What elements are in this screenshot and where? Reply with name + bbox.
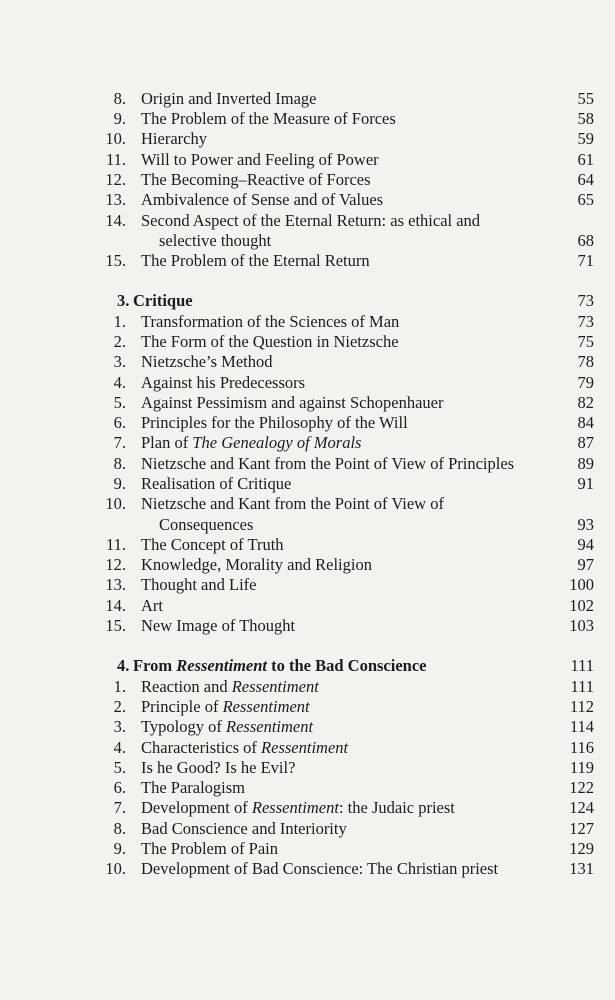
entry-title-italic: Ressentiment xyxy=(222,697,310,716)
entry-number: 14. xyxy=(105,211,126,230)
entry-title-text: Plan of xyxy=(141,433,193,452)
chapter-heading xyxy=(0,291,615,311)
entry-title-text: Typology of xyxy=(141,717,227,736)
entry-page-number: 58 xyxy=(577,109,594,128)
entry-title-rest: : the Judaic priest xyxy=(338,798,455,817)
entry-title-text: Principles for the Philosophy of the Will xyxy=(141,413,408,432)
entry-title xyxy=(141,251,370,271)
toc-entry xyxy=(0,494,615,514)
entry-page-number: 73 xyxy=(577,291,594,310)
entry-title xyxy=(141,150,379,170)
entry-number: 12. xyxy=(105,170,126,189)
entry-page-number: 111 xyxy=(570,656,594,675)
toc-entry xyxy=(0,312,615,332)
entry-title xyxy=(141,535,284,555)
entry-title-text: Nietzsche’s Method xyxy=(141,352,273,371)
entry-page-number: 68 xyxy=(577,231,594,250)
entry-number: 15. xyxy=(105,616,126,635)
toc-entry xyxy=(0,413,615,433)
entry-title xyxy=(141,352,273,372)
entry-number: 3. xyxy=(113,352,126,371)
entry-page-number: 55 xyxy=(577,89,594,108)
entry-title xyxy=(141,89,316,109)
entry-title xyxy=(141,839,278,859)
entry-page-number: 114 xyxy=(569,717,594,736)
entry-number: 9. xyxy=(113,109,126,128)
entry-title xyxy=(141,555,372,575)
entry-title xyxy=(141,454,514,474)
toc-entry-continuation xyxy=(0,515,615,535)
entry-page-number: 64 xyxy=(577,170,594,189)
entry-page-number: 61 xyxy=(577,150,594,169)
entry-title xyxy=(141,494,444,514)
toc-entry xyxy=(0,738,615,758)
entry-title xyxy=(141,819,347,839)
entry-page-number: 75 xyxy=(577,332,594,351)
entry-title xyxy=(141,596,163,616)
toc-entry xyxy=(0,474,615,494)
entry-title-italic: Ressentiment xyxy=(226,717,314,736)
entry-title-text: From xyxy=(133,656,177,675)
entry-title xyxy=(141,758,295,778)
entry-page-number: 111 xyxy=(570,677,594,696)
entry-title xyxy=(141,211,480,231)
toc-entry xyxy=(0,170,615,190)
entry-title-text: Realisation of Critique xyxy=(141,474,292,493)
entry-page-number: 71 xyxy=(577,251,594,270)
entry-title-text: The Problem of Pain xyxy=(141,839,279,858)
entry-title-text: Principle of xyxy=(141,697,223,716)
toc-entry xyxy=(0,758,615,778)
entry-title-text: Development of xyxy=(141,798,252,817)
entry-title xyxy=(133,656,427,676)
toc-entry xyxy=(0,616,615,636)
toc-entry xyxy=(0,454,615,474)
entry-number: 5. xyxy=(113,758,126,777)
toc-entry xyxy=(0,251,615,271)
entry-title-rest: to the Bad Conscience xyxy=(267,656,427,675)
entry-page-number: 78 xyxy=(577,352,594,371)
entry-title xyxy=(141,697,310,717)
entry-title xyxy=(141,677,319,697)
entry-title-text: Second Aspect of the Eternal Return: as ethical and xyxy=(141,211,481,230)
entry-number: 8. xyxy=(113,819,126,838)
entry-title xyxy=(141,332,399,352)
entry-title-text: Origin and Inverted Image xyxy=(141,89,317,108)
entry-title-text: The Concept of Truth xyxy=(141,535,284,554)
entry-page-number: 97 xyxy=(577,555,594,574)
toc-entry xyxy=(0,819,615,839)
entry-number: 10. xyxy=(105,129,126,148)
entry-title xyxy=(141,616,295,636)
toc-entry xyxy=(0,535,615,555)
entry-title xyxy=(141,190,383,210)
entry-title xyxy=(141,778,245,798)
entry-title-text: Nietzsche and Kant from the Point of View of Principles xyxy=(141,454,515,473)
entry-number: 7. xyxy=(113,798,126,817)
entry-page-number: 122 xyxy=(569,778,594,797)
entry-title-text: The Becoming–Reactive of Forces xyxy=(141,170,371,189)
toc-entry xyxy=(0,150,615,170)
entry-page-number: 91 xyxy=(577,474,594,493)
entry-title-text: The Problem of the Eternal Return xyxy=(141,251,370,270)
entry-title xyxy=(141,738,348,758)
entry-title-text: Is he Good? Is he Evil? xyxy=(141,758,296,777)
toc-entry xyxy=(0,211,615,231)
entry-page-number: 127 xyxy=(569,819,594,838)
entry-title xyxy=(141,129,207,149)
entry-number: 8. xyxy=(113,89,126,108)
entry-page-number: 59 xyxy=(577,129,594,148)
entry-title-text: Bad Conscience and Interiority xyxy=(141,819,347,838)
entry-page-number: 87 xyxy=(577,433,594,452)
entry-title xyxy=(141,717,313,737)
toc-entry xyxy=(0,697,615,717)
entry-page-number: 102 xyxy=(569,596,594,615)
entry-page-number: 112 xyxy=(569,697,594,716)
entry-page-number: 131 xyxy=(569,859,594,878)
toc-entry xyxy=(0,352,615,372)
toc-entry xyxy=(0,393,615,413)
entry-title-text: Knowledge, Morality and Religion xyxy=(141,555,372,574)
entry-title-text: Will to Power and Feeling of Power xyxy=(141,150,379,169)
entry-title-italic: The Genealogy of Morals xyxy=(192,433,362,452)
entry-title xyxy=(141,433,361,453)
toc-entry xyxy=(0,89,615,109)
toc-entry xyxy=(0,596,615,616)
toc-entry xyxy=(0,433,615,453)
entry-page-number: 89 xyxy=(577,454,594,473)
toc-entry xyxy=(0,109,615,129)
entry-page-number: 129 xyxy=(569,839,594,858)
entry-number: 6. xyxy=(113,778,126,797)
entry-number: 10. xyxy=(105,859,126,878)
entry-title-text: Reaction and xyxy=(141,677,232,696)
entry-title-text: The Paralogism xyxy=(141,778,246,797)
entry-title xyxy=(141,170,371,190)
entry-title xyxy=(141,109,396,129)
entry-title-text: Thought and Life xyxy=(141,575,257,594)
entry-number: 13. xyxy=(105,190,126,209)
toc-entry xyxy=(0,778,615,798)
entry-number: 3. xyxy=(113,717,126,736)
entry-number: 4. xyxy=(117,656,130,675)
entry-number: 14. xyxy=(105,596,126,615)
entry-title xyxy=(133,291,193,311)
entry-title-italic: Ressentiment xyxy=(251,798,339,817)
entry-page-number: 116 xyxy=(569,738,594,757)
entry-number: 5. xyxy=(113,393,126,412)
entry-title-text: Nietzsche and Kant from the Point of View of xyxy=(141,494,444,513)
entry-number: 12. xyxy=(105,555,126,574)
entry-title-italic: Ressentiment xyxy=(231,677,319,696)
toc-entry xyxy=(0,190,615,210)
entry-number: 9. xyxy=(113,839,126,858)
entry-number: 1. xyxy=(113,677,126,696)
entry-title-text: The Problem of the Measure of Forces xyxy=(141,109,396,128)
toc-entry xyxy=(0,839,615,859)
entry-title-text: Against his Predecessors xyxy=(141,373,306,392)
toc-entry xyxy=(0,129,615,149)
entry-number: 8. xyxy=(113,454,126,473)
entry-title-italic: Ressentiment xyxy=(176,656,267,675)
entry-page-number: 119 xyxy=(569,758,594,777)
entry-title-italic: Ressentiment xyxy=(261,738,349,757)
entry-number: 13. xyxy=(105,575,126,594)
entry-title-text: Art xyxy=(141,596,163,615)
entry-title xyxy=(141,798,455,818)
entry-page-number: 103 xyxy=(569,616,594,635)
entry-title xyxy=(141,393,443,413)
entry-page-number: 65 xyxy=(577,190,594,209)
toc-entry xyxy=(0,717,615,737)
entry-title xyxy=(141,474,291,494)
entry-title-text: New Image of Thought xyxy=(141,616,296,635)
entry-number: 4. xyxy=(113,373,126,392)
entry-number: 11. xyxy=(105,150,126,169)
entry-number: 2. xyxy=(113,697,126,716)
entry-title-text: Transformation of the Sciences of Man xyxy=(141,312,400,331)
toc-entry xyxy=(0,575,615,595)
toc-entry xyxy=(0,798,615,818)
entry-title xyxy=(141,413,408,433)
entry-page-number: 100 xyxy=(569,575,594,594)
entry-title-text: selective thought xyxy=(159,231,272,250)
entry-page-number: 93 xyxy=(577,515,594,534)
toc-entry xyxy=(0,555,615,575)
entry-number: 1. xyxy=(113,312,126,331)
chapter-heading xyxy=(0,656,615,676)
entry-title-text: Development of Bad Conscience: The Christian priest xyxy=(141,859,499,878)
entry-title-text: Characteristics of xyxy=(141,738,262,757)
entry-number: 10. xyxy=(105,494,126,513)
entry-number: 3. xyxy=(117,291,130,310)
entry-title xyxy=(141,373,305,393)
entry-number: 7. xyxy=(113,433,126,452)
entry-number: 9. xyxy=(113,474,126,493)
entry-page-number: 79 xyxy=(577,373,594,392)
entry-title-text: Ambivalence of Sense and of Values xyxy=(141,190,384,209)
entry-title xyxy=(141,312,399,332)
entry-number: 6. xyxy=(113,413,126,432)
entry-number: 2. xyxy=(113,332,126,351)
toc-entry-continuation xyxy=(0,231,615,251)
entry-title xyxy=(141,859,498,879)
entry-number: 11. xyxy=(105,535,126,554)
entry-page-number: 124 xyxy=(569,798,594,817)
entry-title xyxy=(159,231,271,251)
entry-page-number: 82 xyxy=(577,393,594,412)
entry-title xyxy=(141,575,256,595)
toc-entry xyxy=(0,332,615,352)
toc-entry xyxy=(0,373,615,393)
entry-number: 15. xyxy=(105,251,126,270)
toc-entry xyxy=(0,677,615,697)
entry-title xyxy=(159,515,253,535)
entry-number: 4. xyxy=(113,738,126,757)
entry-page-number: 84 xyxy=(577,413,594,432)
entry-title-text: Against Pessimism and against Schopenhauer xyxy=(141,393,444,412)
entry-title-text: Consequences xyxy=(159,515,254,534)
entry-page-number: 73 xyxy=(577,312,594,331)
toc-entry xyxy=(0,859,615,879)
entry-title-text: Critique xyxy=(133,291,193,310)
entry-title-text: The Form of the Question in Nietzsche xyxy=(141,332,399,351)
entry-title-text: Hierarchy xyxy=(141,129,207,148)
entry-page-number: 94 xyxy=(577,535,594,554)
